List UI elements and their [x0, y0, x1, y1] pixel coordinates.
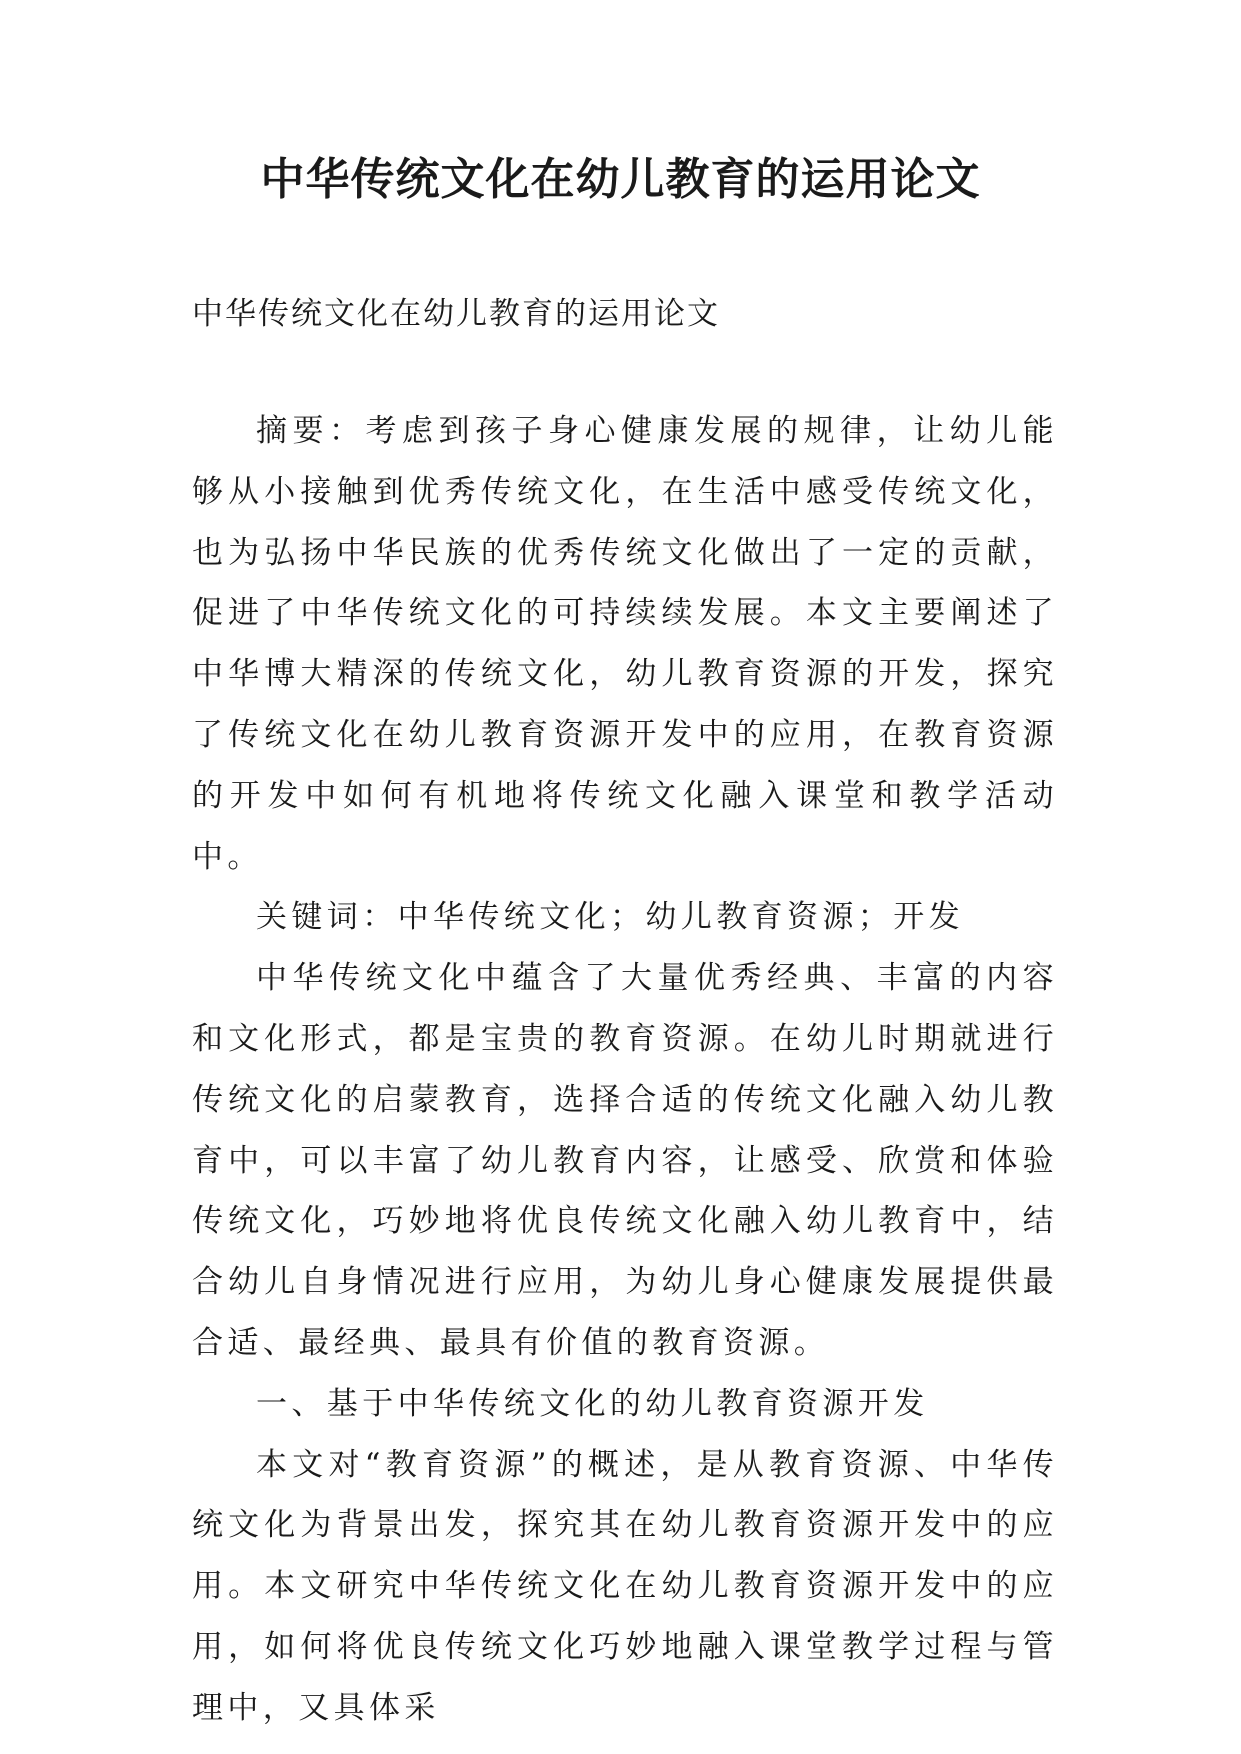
- document-body: [192, 401, 1058, 1739]
- section-heading: 一、基于中华传统文化的幼儿教育资源开发: [256, 1385, 929, 1422]
- keywords-paragraph: 关键词：中华传统文化；幼儿教育资源；开发: [256, 899, 964, 936]
- intro-paragraph: 中华传统文化中蕴含了大量优秀经典、丰富的内容和文化形式，都是宝贵的教育资源。在幼儿时期就进行传统文化的启蒙教育，选择合适的传统文化融入幼儿教育中，可以丰富了幼儿教育内容，让感受、欣赏和体验传统文化，巧妙地将优良传统文化融入幼儿教育中，结合幼儿自身情况进行应用，为幼儿身心健康发展提供最合适、最经典、最具有价值的教育资源。: [192, 960, 1058, 1361]
- document-title: 中华传统文化在幼儿教育的运用论文: [260, 154, 981, 205]
- section-paragraph: 本文对“教育资源”的概述，是从教育资源、中华传统文化为背景出发，探究其在幼儿教育资源开发中的应用。本文研究中华传统文化在幼儿教育资源开发中的应用，如何将优良传统文化巧妙地融入课堂教学过程与管理中，又具体采: [192, 1446, 1058, 1726]
- abstract-paragraph: 摘要：考虑到孩子身心健康发展的规律，让幼儿能够从小接触到优秀传统文化，在生活中感受传统文化，也为弘扬中华民族的优秀传统文化做出了一定的贡献，促进了中华传统文化的可持续续发展。本文主要阐述了中华博大精深的传统文化，幼儿教育资源的开发，探究了传统文化在幼儿教育资源开发中的应用，在教育资源的开发中如何有机地将传统文化融入课堂和教学活动中。: [192, 413, 1058, 875]
- document-subtitle: 中华传统文化在幼儿教育的运用论文: [192, 296, 720, 332]
